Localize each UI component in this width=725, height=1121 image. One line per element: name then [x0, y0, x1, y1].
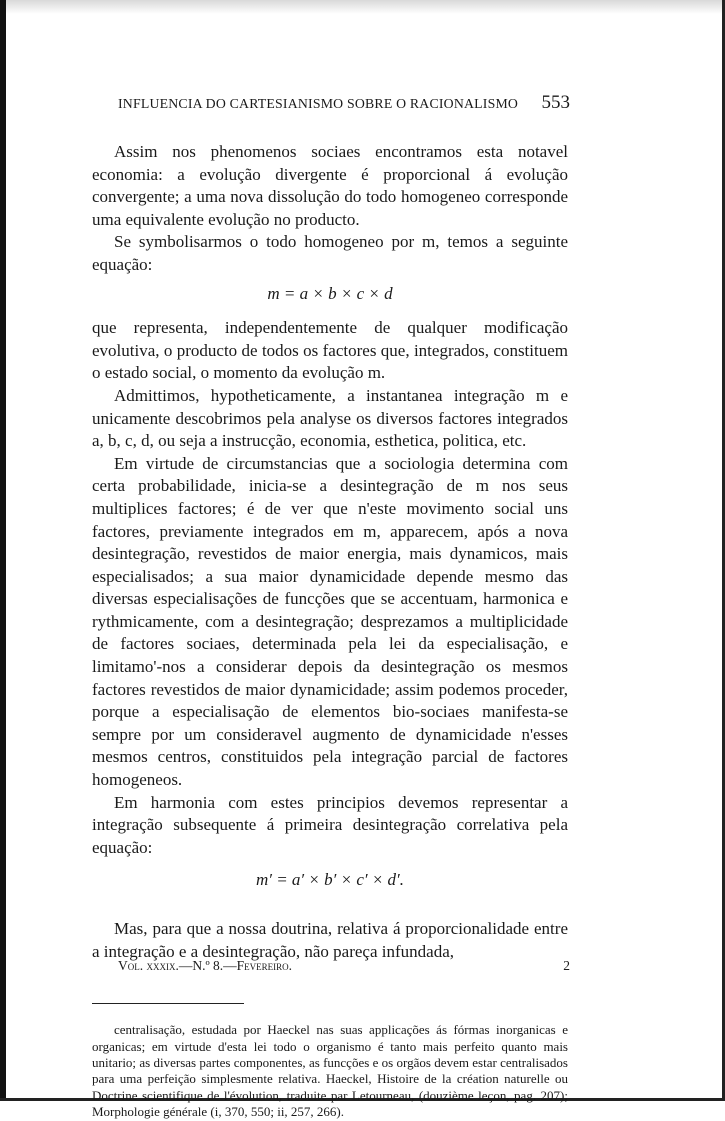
paragraph: que representa, independentemente de qualquer modificação evolutiva, o producto de todos os factores que, integrados, constituem o estado social, o momento da evolução m. — [92, 318, 568, 383]
signature-line — [118, 958, 570, 974]
page-number: 553 — [541, 92, 570, 113]
footnote: centralisação, estudada por Haeckel nas suas applicações ás fórmas inorganicas e organicas; em virtude d'esta lei todo o organismo é tanto mais perfeito quanto mais unitario; as diversas partes componentes, as funcções e os orgãos devem estar centralisados para uma perfeição simplesmente relativa. Haeckel, Histoire de la création naturelle ou Doctrine scientifique de l'évolution, traduite par Letourneau, (douzième leçon, pag. 207); Morphologie générale (i, 370, 550; ii, 257, 266). — [92, 1022, 568, 1120]
paragraph: Admittimos, hypotheticamente, a instantanea integração m e unicamente descobrimos pela analyse os diversos factores integrados a, b, c, d, ou seja a instrucção, economia, esthetica, politica, etc. — [92, 385, 568, 451]
paragraph: Se symbolisarmos o todo homogeneo por m, temos a seguinte equação: — [92, 232, 568, 274]
running-header — [118, 92, 570, 114]
paragraph: Assim nos phenomenos sociaes encontramos esta notavel economia: a evolução divergente é proporcional á evolução convergente; a uma nova dissolução do todo homogeneo corresponde uma equivalente evolução no producto. — [92, 142, 568, 229]
equation: m = a × b × c × d — [267, 283, 393, 303]
equation: m′ = a′ × b′ × c′ × d′. — [255, 870, 405, 890]
footnote-rule — [92, 1003, 244, 1004]
sheet-mark: 2 — [563, 958, 570, 973]
paragraph: Em harmonia com estes principios devemos representar a integração subsequente á primeira desintegração correlativa pela equação: — [92, 792, 568, 857]
paragraph: Em virtude de circumstancias que a sociologia determina com certa probabilidade, inicia-se a desintegração de m nos seus multiplices factores; é de ver que n'este movimento social uns factores, previamente integrados em m, apparecem, após a nova desintegração, revestidos de maior energia, mais dynamicos, mais especialisados; a sua maior dynamicidade depende mesmo das diversas especialisações de funcções que se accentuam, harmonica e rythmicamente, com a desintegração; desprezamos a multiplicidade de factores sociaes, determinada pela lei da especialisação, e limitamo'-nos a considerar depois da desintegração os mesmos factores revestidos de maior dynamicidade; assim podemos proceder, porque a especialisação de elementos bio-sociaes manifesta-se sempre por um consideravel augmento de dynamicidade n'esses mesmos centros, constituidos pela integração parcial de factores homogeneos. — [92, 453, 568, 790]
scan-edge-left — [0, 0, 6, 1101]
running-title: INFLUENCIA DO CARTESIANISMO SOBRE O RACIONALISMO — [118, 96, 519, 111]
volume-info: Vol. xxxix.—N.º 8.—Fevereiro. — [118, 958, 293, 973]
paragraph: Mas, para que a nossa doutrina, relativa á proporcionalidade entre a integração e a desintegração, não pareça infundada, — [92, 919, 568, 961]
scan-edge-top — [0, 0, 725, 14]
